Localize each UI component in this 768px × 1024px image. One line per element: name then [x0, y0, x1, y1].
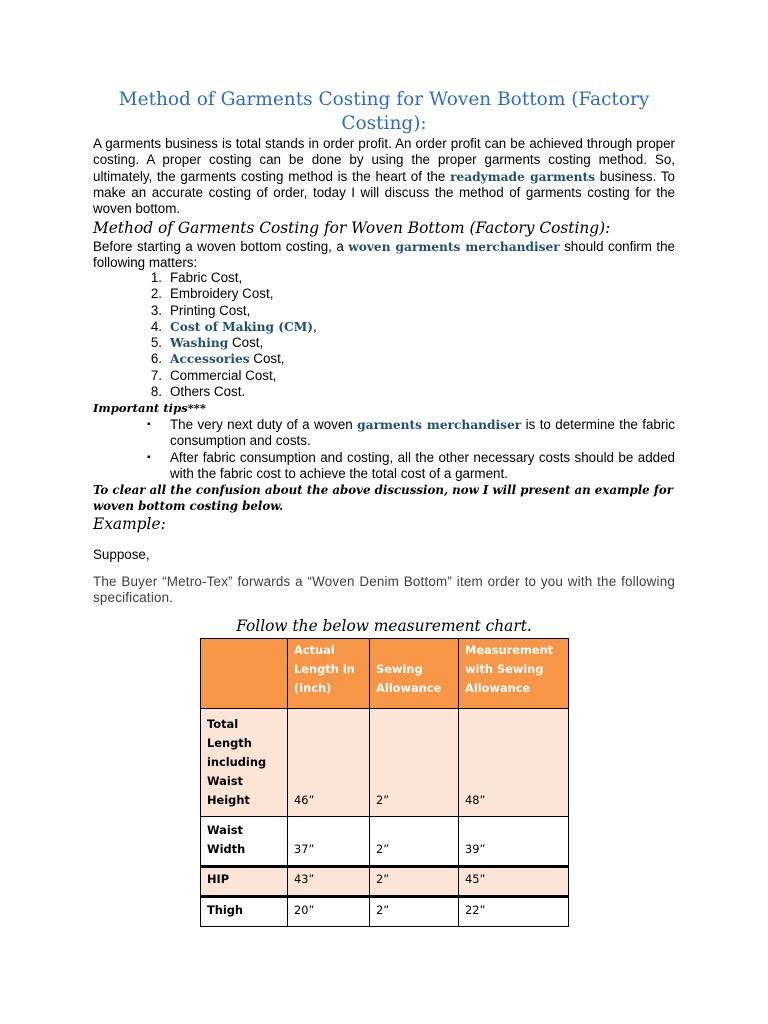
table-cell: 46”: [288, 709, 370, 817]
table-row: [201, 867, 569, 897]
clarification-note: To clear all the confusion about the above discussion, now I will present an example for woven bottom costing below.: [93, 483, 673, 513]
measurement-table: [200, 638, 569, 927]
table-header-cell: [201, 639, 288, 709]
table-cell: 43”: [288, 867, 370, 897]
table-cell: 2”: [370, 709, 459, 817]
list-item: ▪ The very next duty of a woven garments merchandiser is to determine the fabric consumption and costs.: [147, 417, 675, 449]
table-row: [201, 897, 569, 927]
page-title: Method of Garments Costing for Woven Bottom (Factory Costing):: [118, 89, 650, 134]
table-header-row: [201, 639, 569, 709]
table-cell: 20”: [288, 897, 370, 927]
list-item: 3. Printing Cost,: [150, 302, 251, 318]
readymade-garments-link[interactable]: readymade garments: [450, 169, 595, 184]
table-cell: 37”: [288, 817, 370, 867]
table-cell: 2”: [370, 817, 459, 867]
before-paragraph: [93, 239, 675, 272]
table-cell: 45”: [459, 867, 569, 897]
washing-link[interactable]: Washing: [170, 336, 229, 351]
list-item: 1. Fabric Cost,: [150, 270, 243, 285]
table-cell: 39”: [459, 817, 569, 867]
intro-text: A garments business is total stands in order profit. An order profit can be achieved through proper costing. A proper costing can be done by using the proper garments costing method. So, ultimately, the garments costing method is the heart of the: [93, 136, 675, 184]
table-row: [201, 709, 569, 817]
tips-list: [93, 417, 675, 482]
list-item: 7. Commercial Cost,: [150, 367, 277, 383]
table-cell: 2”: [370, 897, 459, 927]
table-cell: 22”: [459, 897, 569, 927]
list-item: 6. Accessories Cost,: [150, 351, 285, 367]
table-header-cell: Sewing Allowance: [370, 639, 459, 709]
example-heading: Example:: [93, 515, 166, 533]
cost-of-making-link[interactable]: Cost of Making (CM): [170, 319, 313, 334]
list-item: 8. Others Cost.: [150, 384, 246, 400]
woven-merchandiser-link[interactable]: woven garments merchandiser: [348, 240, 560, 254]
list-item: 5. Washing Cost,: [150, 335, 264, 351]
row-label: Thigh: [201, 897, 288, 927]
table-header-cell: Measurement with Sewing Allowance: [459, 639, 569, 709]
table-cell: 2”: [370, 867, 459, 897]
table-cell: 48”: [459, 709, 569, 817]
row-label: Total Length including Waist Height: [201, 709, 288, 817]
list-item: ▪ After fabric consumption and costing, all the other necessary costs should be added with the fabric cost to achieve the total cost of a garment.: [147, 449, 675, 481]
cost-matters-list: [118, 270, 317, 400]
accessories-link[interactable]: Accessories: [170, 352, 250, 367]
list-item: 2. Embroidery Cost,: [150, 286, 274, 302]
row-label: HIP: [201, 867, 288, 897]
before-text-end: should confirm the following matters:: [93, 239, 675, 271]
intro-paragraph: [93, 136, 675, 217]
square-bullet-icon: ▪: [147, 451, 151, 463]
measurement-chart-title: Follow the below measurement chart.: [236, 617, 532, 635]
table-header-cell: Actual Length in (inch): [288, 639, 370, 709]
suppose-text: Suppose,: [93, 547, 150, 562]
important-tips-label: Important tips***: [93, 401, 206, 415]
square-bullet-icon: ▪: [147, 419, 151, 430]
table-row: [201, 817, 569, 867]
garments-merchandiser-link[interactable]: garments merchandiser: [357, 418, 522, 432]
intro-text-end: business. To make an accurate costing of order, today I will discuss the method of garments costing for the woven bottom.: [93, 168, 675, 217]
before-text: Before starting a woven bottom costing, a: [93, 239, 349, 254]
section-subheading: Method of Garments Costing for Woven Bottom (Factory Costing):: [93, 219, 611, 237]
buyer-paragraph: The Buyer “Metro-Tex” forwards a “Woven Denim Bottom” item order to you with the following specification.: [93, 574, 675, 606]
row-label: Waist Width: [201, 817, 288, 867]
list-item: 4. Cost of Making (CM),: [150, 318, 317, 334]
